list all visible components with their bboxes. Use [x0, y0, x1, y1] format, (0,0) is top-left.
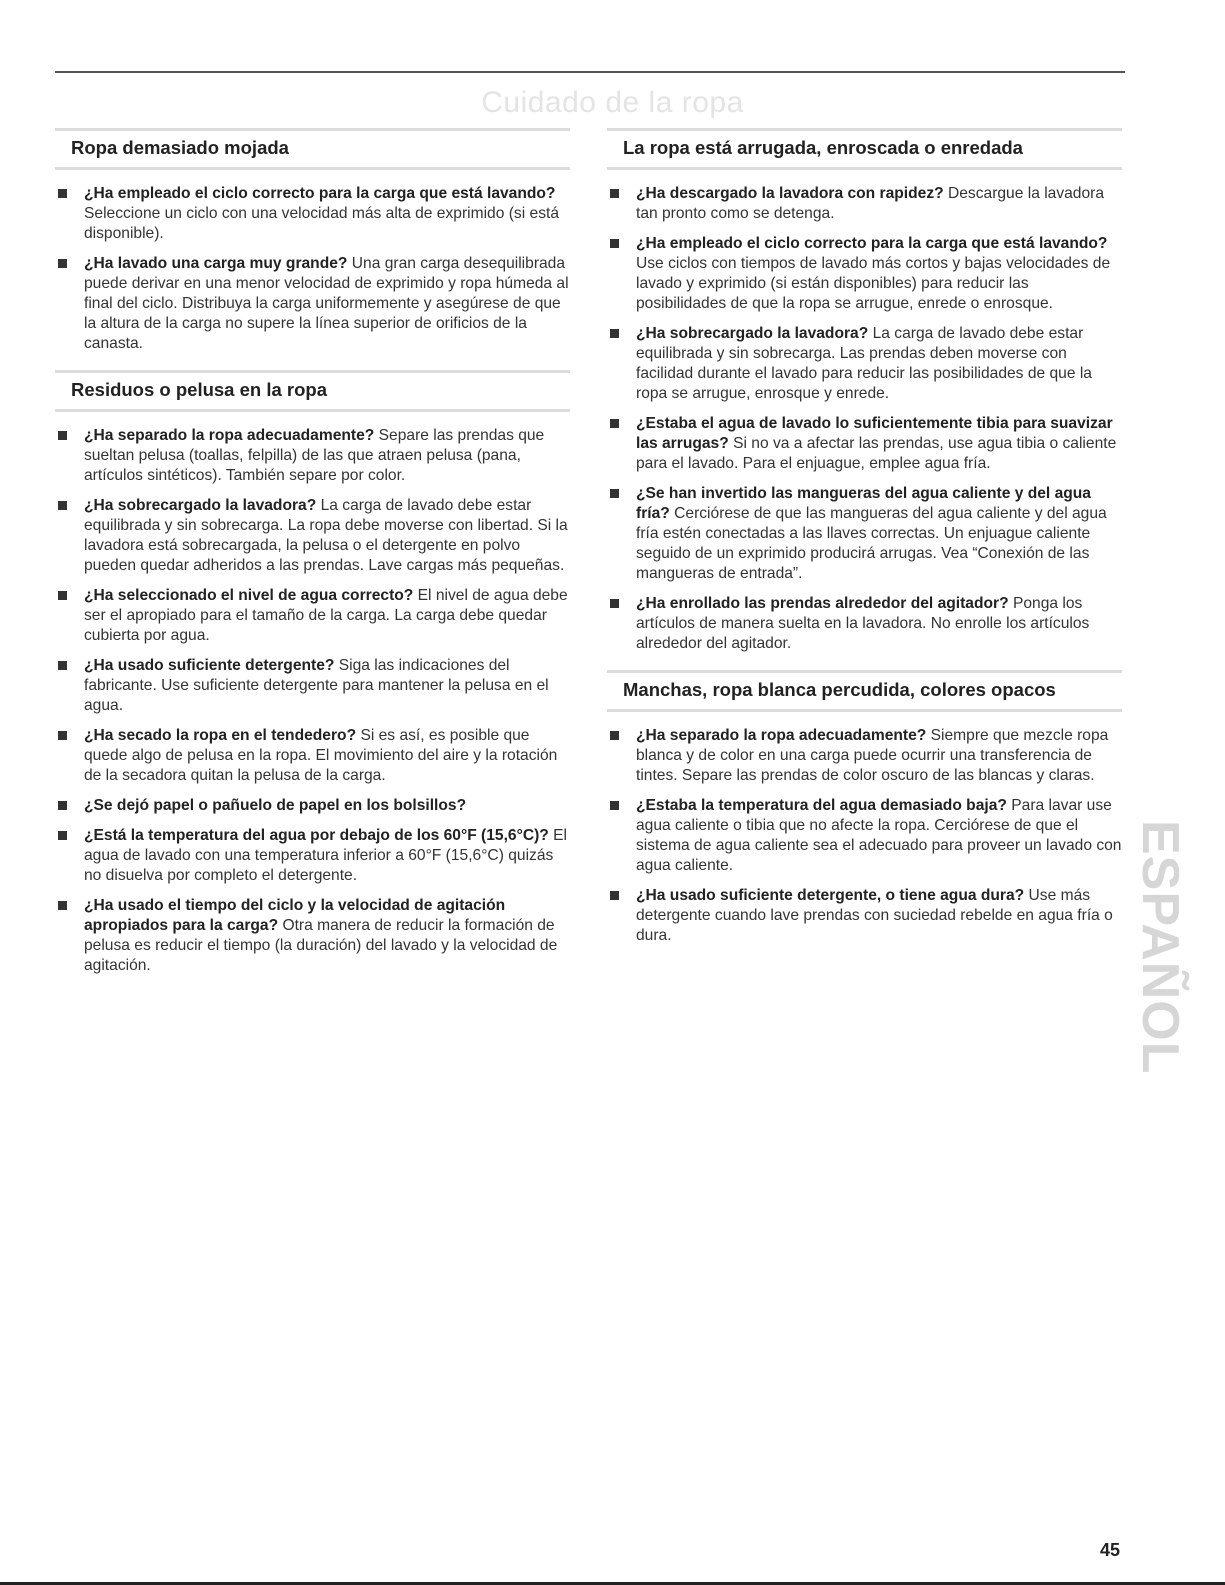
item-answer: Descargue la lavadora tan pronto como se detenga.	[636, 185, 1105, 222]
square-bullet-icon	[610, 489, 619, 498]
section-heading: Residuos o pelusa en la ropa	[55, 370, 570, 412]
item-question: ¿Estaba el agua de lavado lo suficientemente tibia para suavizar las arrugas?	[636, 415, 1113, 452]
item-answer: Siempre que mezcle ropa blanca y de color en una carga puede ocurrir una transferencia de tintes. Separe las prendas de color oscuro de las blancas y claras.	[636, 727, 1109, 784]
item-answer: Para lavar use agua caliente o tibia que no afecte la ropa. Cerciórese de que el sistema de agua caliente sea el adecuado para proveer un lavado con agua caliente.	[636, 797, 1122, 874]
item-answer: La carga de lavado debe estar equilibrada y sin sobrecarga. La ropa debe moverse con libertad. Si la lavadora está sobrecargada, la pelusa o el detergente en polvo pueden quedar adheridos a las prendas. Lave cargas más pequeñas.	[84, 497, 568, 574]
item-question: ¿Ha enrollado las prendas alrededor del agitador?	[636, 595, 1009, 612]
list-item	[607, 796, 1122, 876]
list-item	[607, 886, 1122, 946]
square-bullet-icon	[610, 329, 619, 338]
item-question: ¿Se dejó papel o pañuelo de papel en los bolsillos?	[84, 797, 467, 814]
item-answer: Si es así, es posible que quede algo de pelusa en la ropa. El movimiento del aire y la rotación de la secadora quitan la pelusa de la carga.	[84, 727, 558, 784]
item-answer: Cerciórese de que las mangueras del agua caliente y del agua fría estén conectadas a las llaves correctas. Un enjuague caliente seguido de un exprimido producirá arrugas. Vea “Conexión de las mangueras de entrada”.	[636, 505, 1107, 582]
list-item	[55, 586, 570, 646]
list-item	[55, 826, 570, 886]
item-answer: El nivel de agua debe ser el apropiado para el tamaño de la carga. La carga debe quedar cubierta por agua.	[84, 587, 568, 644]
item-question: ¿Estaba la temperatura del agua demasiado baja?	[636, 797, 1007, 814]
square-bullet-icon	[58, 801, 67, 810]
item-question: ¿Ha empleado el ciclo correcto para la carga que está lavando?	[636, 235, 1108, 252]
side-tab-label: ESPAÑOL	[1131, 820, 1189, 1075]
item-question: ¿Ha separado la ropa adecuadamente?	[636, 727, 927, 744]
square-bullet-icon	[610, 891, 619, 900]
square-bullet-icon	[58, 901, 67, 910]
square-bullet-icon	[58, 431, 67, 440]
section-heading: Manchas, ropa blanca percudida, colores opacos	[607, 670, 1122, 712]
right-column	[607, 128, 1122, 962]
item-question: ¿Ha usado suficiente detergente?	[84, 657, 335, 674]
square-bullet-icon	[610, 599, 619, 608]
square-bullet-icon	[58, 501, 67, 510]
item-question: ¿Está la temperatura del agua por debajo de los 60°F (15,6°C)?	[84, 827, 549, 844]
list-item	[607, 184, 1122, 224]
item-answer: Ponga los artículos de manera suelta en la lavadora. No enrolle los artículos alrededor del agitador.	[636, 595, 1090, 652]
left-column	[55, 128, 570, 992]
item-question: ¿Se han invertido las mangueras del agua caliente y del agua fría?	[636, 485, 1091, 522]
list-item	[55, 726, 570, 786]
square-bullet-icon	[58, 731, 67, 740]
item-answer: Una gran carga desequilibrada puede derivar en una menor velocidad de exprimido y ropa húmeda al final del ciclo. Distribuya la carga uniformemente y asegúrese de que la altura de la carga no supere la línea superior de orificios de la canasta.	[84, 255, 569, 352]
list-item	[55, 796, 570, 816]
square-bullet-icon	[58, 591, 67, 600]
list-item	[607, 324, 1122, 404]
item-question: ¿Ha sobrecargado la lavadora?	[636, 325, 869, 342]
list-item	[55, 254, 570, 354]
list-item	[607, 414, 1122, 474]
item-question: ¿Ha sobrecargado la lavadora?	[84, 497, 317, 514]
page-title: Cuidado de la ropa	[481, 86, 744, 119]
list-item	[55, 496, 570, 576]
top-rule	[55, 71, 1125, 73]
item-question: ¿Ha separado la ropa adecuadamente?	[84, 427, 375, 444]
square-bullet-icon	[58, 661, 67, 670]
square-bullet-icon	[610, 801, 619, 810]
list-item	[607, 484, 1122, 584]
item-answer: Use ciclos con tiempos de lavado más cortos y bajas velocidades de lavado y exprimido (si están disponibles) para reducir las posibilidades de que la ropa se arrugue, enrede o enrosque.	[636, 255, 1111, 312]
page-number: 45	[1100, 1540, 1121, 1560]
section	[607, 670, 1122, 946]
list-item	[55, 184, 570, 244]
item-question: ¿Ha empleado el ciclo correcto para la carga que está lavando?	[84, 185, 556, 202]
list-item	[607, 726, 1122, 786]
item-question: ¿Ha descargado la lavadora con rapidez?	[636, 185, 944, 202]
square-bullet-icon	[610, 419, 619, 428]
item-question: ¿Ha usado el tiempo del ciclo y la velocidad de agitación apropiados para la carga?	[84, 897, 506, 934]
list-item	[607, 234, 1122, 314]
list-item	[55, 426, 570, 486]
square-bullet-icon	[610, 189, 619, 198]
item-question: ¿Ha lavado una carga muy grande?	[84, 255, 348, 272]
section-heading: La ropa está arrugada, enroscada o enredada	[607, 128, 1122, 170]
item-answer: Use más detergente cuando lave prendas con suciedad rebelde en agua fría o dura.	[636, 887, 1113, 944]
square-bullet-icon	[610, 731, 619, 740]
item-question: ¿Ha seleccionado el nivel de agua correcto?	[84, 587, 414, 604]
item-answer: Seleccione un ciclo con una velocidad más alta de exprimido (si está disponible).	[84, 205, 560, 242]
square-bullet-icon	[58, 259, 67, 268]
item-answer: La carga de lavado debe estar equilibrada y sin sobrecarga. Las prendas deben moverse con facilidad durante el lavado para reducir las posibilidades de que la ropa se arrugue, enrosque y enrede.	[636, 325, 1092, 402]
item-question: ¿Ha secado la ropa en el tendedero?	[84, 727, 357, 744]
section-heading: Ropa demasiado mojada	[55, 128, 570, 170]
list-item	[55, 896, 570, 976]
square-bullet-icon	[610, 239, 619, 248]
item-answer: El agua de lavado con una temperatura inferior a 60°F (15,6°C) quizás no disuelva por completo el detergente.	[84, 827, 568, 884]
section	[55, 370, 570, 976]
item-answer: Separe las prendas que sueltan pelusa (toallas, felpilla) de las que atraen pelusa (pana, artículos sintéticos). También separe por color.	[84, 427, 545, 484]
item-question: ¿Ha usado suficiente detergente, o tiene agua dura?	[636, 887, 1025, 904]
item-answer: Siga las indicaciones del fabricante. Use suficiente detergente para mantener la pelusa en el agua.	[84, 657, 549, 714]
square-bullet-icon	[58, 189, 67, 198]
square-bullet-icon	[58, 831, 67, 840]
section	[607, 128, 1122, 654]
list-item	[55, 656, 570, 716]
section	[55, 128, 570, 354]
list-item	[607, 594, 1122, 654]
item-answer: Otra manera de reducir la formación de pelusa es reducir el tiempo (la duración) del lavado y la velocidad de agitación.	[84, 917, 558, 974]
item-answer: Si no va a afectar las prendas, use agua tibia o caliente para el lavado. Para el enjuague, emplee agua fría.	[636, 435, 1117, 472]
